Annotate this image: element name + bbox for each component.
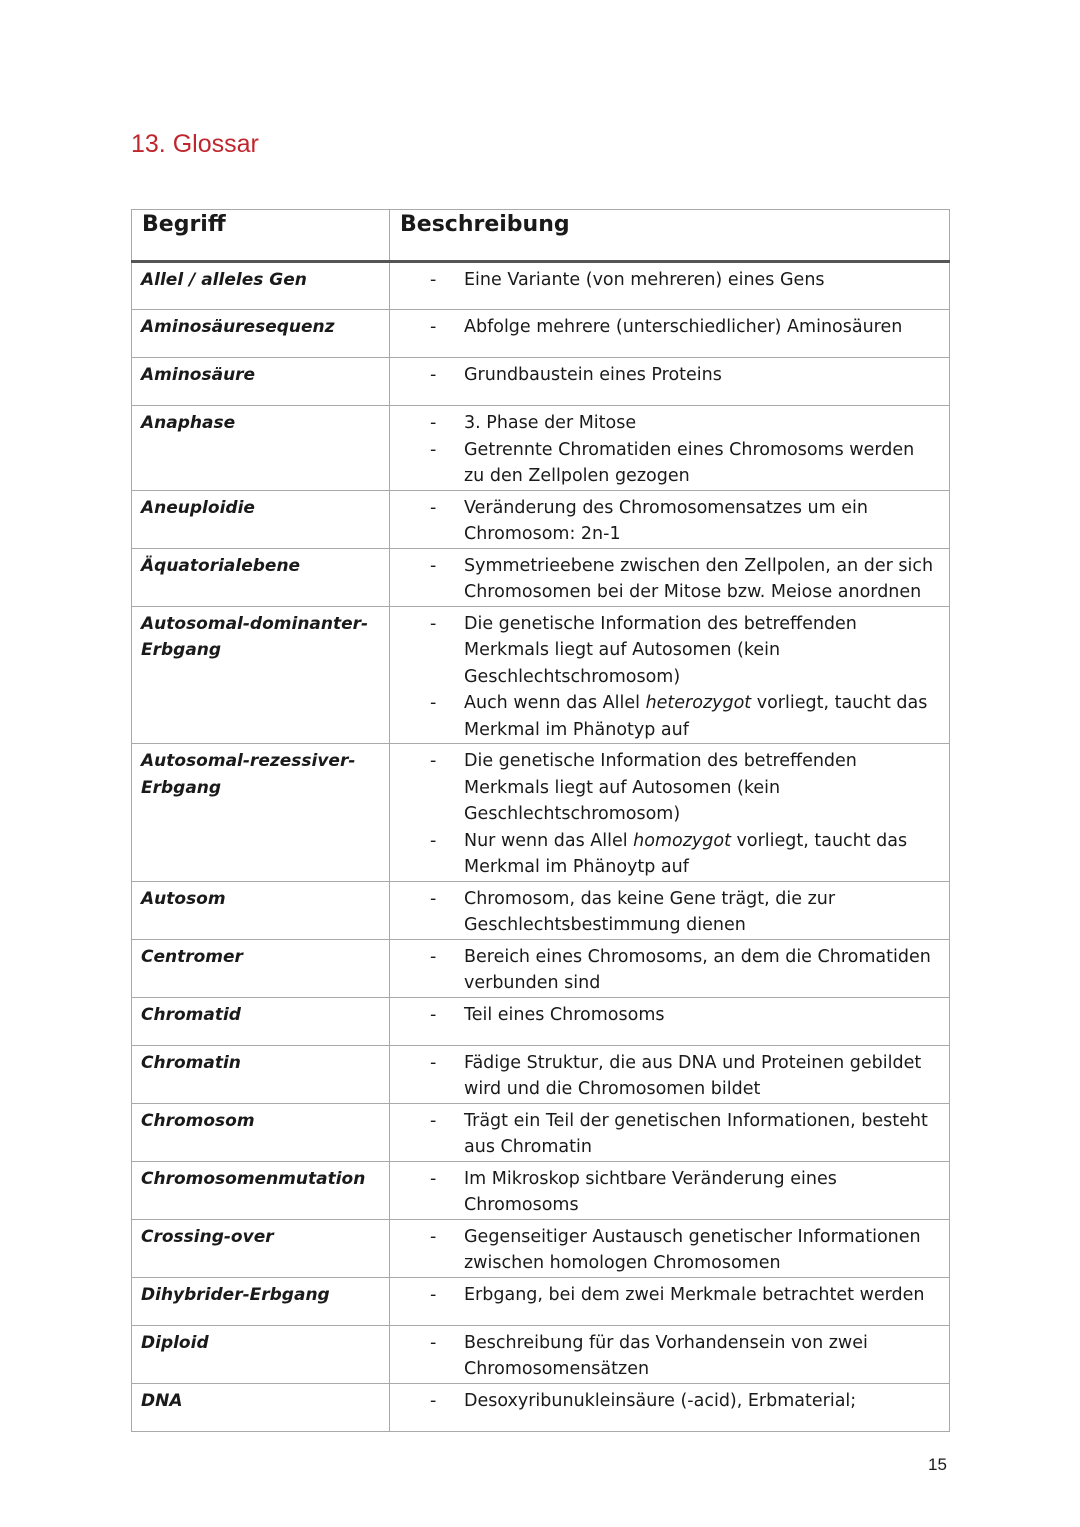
- glossary-description: [390, 406, 950, 491]
- table-row: [132, 1045, 950, 1103]
- table-row: [132, 1277, 950, 1325]
- description-list: [390, 1388, 939, 1415]
- glossary-term: Autosomal-dominanter-Erbgang: [132, 606, 390, 744]
- description-item: [390, 611, 939, 691]
- description-list: [390, 886, 939, 939]
- glossary-term: Anaphase: [132, 406, 390, 491]
- bullet-dash: -: [430, 888, 437, 909]
- table-row: [132, 997, 950, 1045]
- description-text: vorliegt, taucht das Merkmal im Phänotyp auf: [464, 693, 928, 740]
- table-row: [132, 1325, 950, 1383]
- description-text: Die genetische Information des betreffenden Merkmals liegt auf Autosomen (kein Geschlechtschromosom): [464, 613, 857, 687]
- description-item: [390, 267, 939, 294]
- description-text: Gegenseitiger Austausch genetischer Informationen zwischen homologen Chromosomen: [464, 1226, 921, 1273]
- glossary-term: Chromatin: [132, 1045, 390, 1103]
- table-row: [132, 939, 950, 997]
- description-text: 3. Phase der Mitose: [464, 413, 637, 433]
- description-item: [390, 1002, 939, 1029]
- glossary-description: [390, 262, 950, 310]
- description-item: [390, 1282, 939, 1309]
- glossary-term: Allel / alleles Gen: [132, 262, 390, 310]
- description-item: [390, 886, 939, 939]
- table-header-row: [132, 210, 950, 262]
- description-list: [390, 1050, 939, 1103]
- bullet-dash: -: [430, 613, 437, 634]
- description-list: [390, 1002, 939, 1029]
- description-list: [390, 314, 939, 341]
- bullet-dash: -: [430, 497, 437, 518]
- glossary-term: Aminosäure: [132, 358, 390, 406]
- emphasized-text: heterozygot: [645, 693, 752, 713]
- table-row: [132, 1161, 950, 1219]
- description-text: Nur wenn das Allel: [464, 830, 634, 851]
- description-list: [390, 1282, 939, 1309]
- description-list: [390, 1166, 939, 1219]
- bullet-dash: -: [430, 1110, 437, 1131]
- table-row: [132, 490, 950, 548]
- table-row: [132, 548, 950, 606]
- description-item: [390, 1224, 939, 1277]
- description-item: [390, 410, 939, 437]
- glossary-term: Chromosom: [132, 1103, 390, 1161]
- glossary-term: Centromer: [132, 939, 390, 997]
- bullet-dash: -: [430, 1004, 437, 1025]
- glossary-term: Autosom: [132, 881, 390, 939]
- description-text: Bereich eines Chromosoms, an dem die Chromatiden verbunden sind: [464, 946, 931, 993]
- description-item: [390, 1330, 939, 1383]
- description-text: Trägt ein Teil der genetischen Informationen, besteht aus Chromatin: [464, 1110, 928, 1157]
- glossary-description: [390, 1383, 950, 1431]
- glossary-term: Diploid: [132, 1325, 390, 1383]
- bullet-dash: -: [430, 1168, 437, 1189]
- description-text: Grundbaustein eines Proteins: [464, 365, 722, 385]
- description-text: Eine Variante (von mehreren) eines Gens: [464, 270, 825, 290]
- glossary-table: [131, 209, 950, 1432]
- description-item: [390, 1388, 939, 1415]
- description-list: [390, 748, 939, 881]
- description-text: vorliegt, taucht das Merkmal im Phänoytp auf: [464, 830, 908, 877]
- description-text: Abfolge mehrere (unterschiedlicher) Aminosäuren: [464, 317, 903, 337]
- glossary-description: [390, 939, 950, 997]
- bullet-dash: -: [430, 693, 437, 713]
- description-list: [390, 267, 939, 294]
- bullet-dash: -: [430, 555, 437, 576]
- table-row: [132, 310, 950, 358]
- bullet-dash: -: [430, 1226, 437, 1247]
- description-text: Im Mikroskop sichtbare Veränderung eines Chromosoms: [464, 1168, 837, 1215]
- table-row: [132, 406, 950, 491]
- glossary-term: Chromatid: [132, 997, 390, 1045]
- bullet-dash: -: [430, 830, 437, 851]
- table-row: [132, 262, 950, 310]
- description-list: [390, 410, 939, 490]
- column-header-term: Begriff: [132, 210, 390, 262]
- description-text: Teil eines Chromosoms: [464, 1004, 665, 1025]
- description-text: Beschreibung für das Vorhandensein von zwei Chromosomensätzen: [464, 1332, 868, 1379]
- bullet-dash: -: [430, 946, 437, 967]
- glossary-term: Autosomal-rezessiver-Erbgang: [132, 744, 390, 882]
- description-list: [390, 1224, 939, 1277]
- description-list: [390, 1330, 939, 1383]
- description-item: [390, 495, 939, 548]
- description-item: [390, 828, 939, 881]
- glossary-description: [390, 1161, 950, 1219]
- bullet-dash: -: [430, 1284, 437, 1305]
- description-text: Die genetische Information des betreffenden Merkmals liegt auf Autosomen (kein Geschlechtschromosom): [464, 751, 857, 824]
- glossary-term: Crossing-over: [132, 1219, 390, 1277]
- glossary-term: Dihybrider-Erbgang: [132, 1277, 390, 1325]
- description-text: Symmetrieebene zwischen den Zellpolen, an der sich Chromosomen bei der Mitose bzw. Meiose anordnen: [464, 555, 934, 602]
- bullet-dash: -: [430, 1390, 437, 1411]
- glossary-description: [390, 1103, 950, 1161]
- description-item: [390, 944, 939, 997]
- description-text: Fädige Struktur, die aus DNA und Proteinen gebildet wird und die Chromosomen bildet: [464, 1052, 922, 1099]
- glossary-description: [390, 490, 950, 548]
- bullet-dash: -: [430, 317, 437, 337]
- glossary-term: DNA: [132, 1383, 390, 1431]
- bullet-dash: -: [430, 1332, 437, 1353]
- glossary-description: [390, 358, 950, 406]
- glossary-description: [390, 310, 950, 358]
- glossary-term: Äquatorialebene: [132, 548, 390, 606]
- glossary-description: [390, 744, 950, 882]
- description-item: [390, 437, 939, 490]
- bullet-dash: -: [430, 751, 437, 771]
- bullet-dash: -: [430, 439, 437, 460]
- table-row: [132, 881, 950, 939]
- glossary-term: Chromosomenmutation: [132, 1161, 390, 1219]
- glossary-description: [390, 548, 950, 606]
- description-item: [390, 1108, 939, 1161]
- description-item: [390, 314, 939, 341]
- description-text: Auch wenn das Allel: [464, 693, 646, 713]
- table-row: [132, 1103, 950, 1161]
- description-item: [390, 362, 939, 389]
- glossary-body: [132, 262, 950, 1432]
- glossary-term: Aneuploidie: [132, 490, 390, 548]
- description-item: [390, 690, 939, 743]
- glossary-term: Aminosäuresequenz: [132, 310, 390, 358]
- description-text: Desoxyribunukleinsäure (-acid), Erbmaterial;: [464, 1390, 857, 1411]
- description-text: Chromosom, das keine Gene trägt, die zur Geschlechtsbestimmung dienen: [464, 888, 836, 935]
- glossary-description: [390, 881, 950, 939]
- glossary-description: [390, 997, 950, 1045]
- glossary-description: [390, 1045, 950, 1103]
- description-text: Erbgang, bei dem zwei Merkmale betrachtet werden: [464, 1284, 925, 1305]
- description-list: [390, 553, 939, 606]
- table-row: [132, 1383, 950, 1431]
- bullet-dash: -: [430, 270, 437, 290]
- page-number: 15: [928, 1455, 947, 1474]
- description-list: [390, 944, 939, 997]
- bullet-dash: -: [430, 413, 437, 433]
- page-heading: 13. Glossar: [131, 130, 259, 158]
- description-list: [390, 1108, 939, 1161]
- description-list: [390, 495, 939, 548]
- glossary-description: [390, 1219, 950, 1277]
- description-item: [390, 1050, 939, 1103]
- glossary-description: [390, 1325, 950, 1383]
- column-header-description: Beschreibung: [390, 210, 950, 262]
- table-row: [132, 744, 950, 882]
- description-list: [390, 362, 939, 389]
- description-list: [390, 611, 939, 744]
- glossary-description: [390, 1277, 950, 1325]
- description-item: [390, 553, 939, 606]
- description-item: [390, 1166, 939, 1219]
- description-text: Getrennte Chromatiden eines Chromosoms werden zu den Zellpolen gezogen: [464, 439, 915, 486]
- table-row: [132, 1219, 950, 1277]
- bullet-dash: -: [430, 1052, 437, 1073]
- bullet-dash: -: [430, 365, 437, 385]
- table-row: [132, 606, 950, 744]
- emphasized-text: homozygot: [633, 830, 731, 851]
- glossary-description: [390, 606, 950, 744]
- table-row: [132, 358, 950, 406]
- description-text: Veränderung des Chromosomensatzes um ein Chromosom: 2n-1: [464, 497, 868, 544]
- description-item: [390, 748, 939, 828]
